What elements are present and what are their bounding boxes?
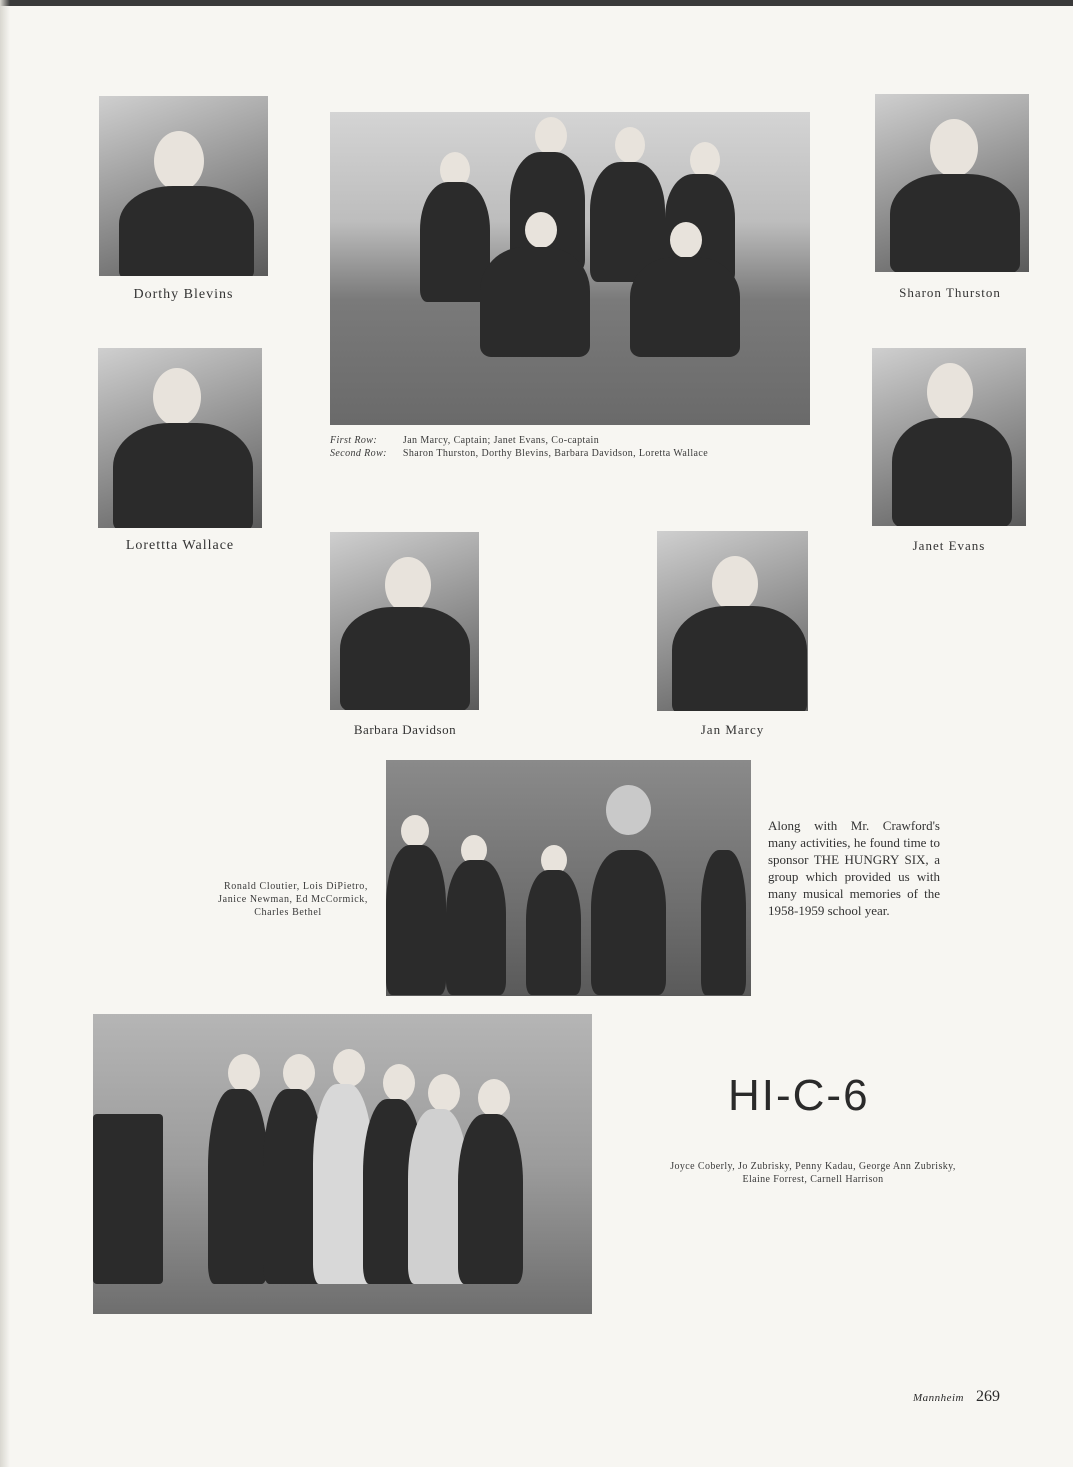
- first-row-label: First Row:: [330, 435, 378, 446]
- publication-name: Mannheim: [912, 1392, 964, 1404]
- hi-c-6-group-photo: [93, 1014, 592, 1314]
- caption-janet-evans: Janet Evans: [912, 538, 986, 553]
- scan-edge: [0, 0, 10, 1467]
- portrait-photo-jan-marcy: [657, 531, 808, 711]
- portrait-photo-sharon-thurston: [875, 94, 1029, 272]
- hi-c-6-names: [628, 1160, 998, 1186]
- caption-loretta-wallace: Lorettta Wallace: [125, 538, 235, 553]
- portrait-photo-janet-evans: [872, 348, 1026, 526]
- hi-c-6-names-line2: Elaine Forrest, Carnell Harrison: [742, 1174, 884, 1185]
- caption-jan-marcy: Jan Marcy: [700, 722, 765, 737]
- hungry-six-description: Along with Mr. Crawford's many activities, he found time to sponsor THE HUNGRY SIX, a group which provided us with many musical memories of the 1958-1959 school year.: [768, 818, 940, 918]
- caption-sharon-thurston: Sharon Thurston: [899, 285, 1001, 300]
- page-top-border: [0, 0, 1073, 6]
- hungry-six-names-line1: Ronald Cloutier, Lois DiPietro,: [223, 881, 368, 892]
- page-number: 269: [976, 1388, 1000, 1405]
- hi-c-6-names-line1: Joyce Coberly, Jo Zubrisky, Penny Kadau, George Ann Zubrisky,: [670, 1161, 956, 1172]
- hungry-six-names-line2: Janice Newman, Ed McCormick,: [218, 894, 368, 905]
- page-footer: [880, 1388, 1000, 1406]
- portrait-photo-barbara-davidson: [330, 532, 479, 710]
- first-row-names: Jan Marcy, Captain; Janet Evans, Co-captain: [402, 435, 600, 446]
- caption-dorthy-blevins: Dorthy Blevins: [133, 287, 234, 302]
- group-photo-caption: [330, 434, 810, 460]
- second-row-label: Second Row:: [330, 448, 387, 459]
- hungry-six-names-line3: Charles Bethel: [254, 907, 322, 918]
- caption-barbara-davidson: Barbara Davidson: [353, 722, 457, 737]
- second-row-names: Sharon Thurston, Dorthy Blevins, Barbara Davidson, Loretta Wallace: [402, 448, 709, 459]
- majorette-group-photo: [330, 112, 810, 425]
- hungry-six-names: [168, 880, 368, 919]
- portrait-photo-loretta-wallace: [98, 348, 262, 528]
- hungry-six-band-photo: [386, 760, 751, 996]
- hi-c-6-title: HI-C-6: [728, 1071, 870, 1120]
- portrait-photo-dorthy-blevins: [99, 96, 268, 276]
